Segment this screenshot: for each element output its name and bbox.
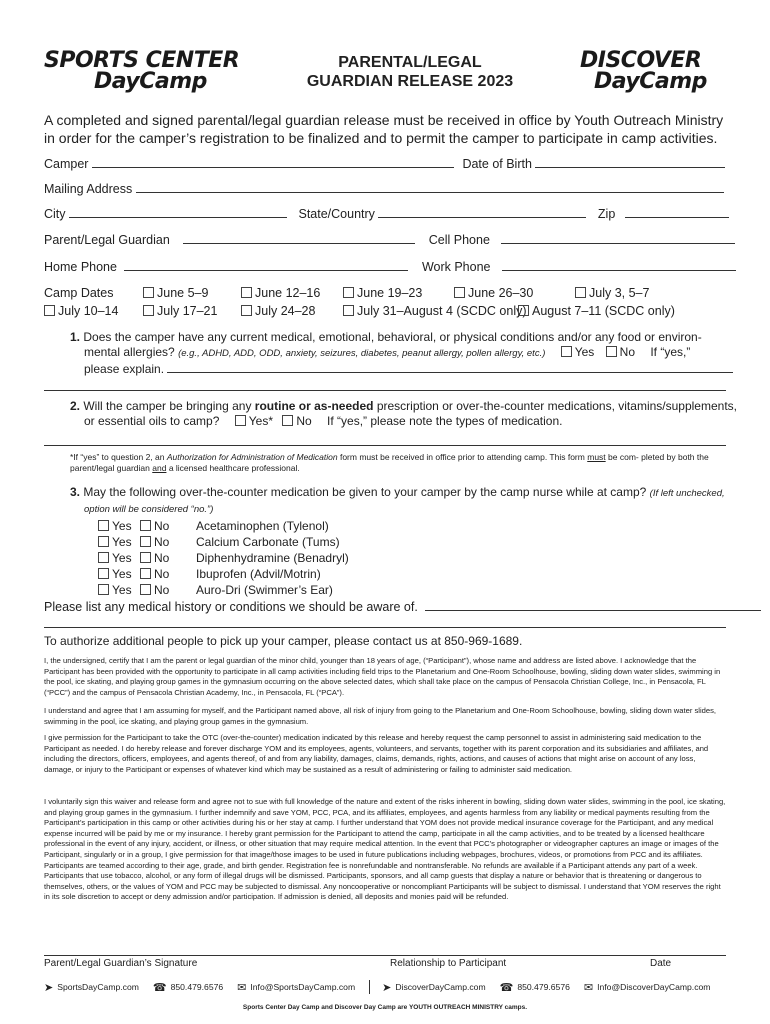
mailing-field[interactable]: [136, 181, 724, 193]
note-d: must: [587, 452, 606, 462]
checkbox[interactable]: [241, 287, 252, 298]
home-field[interactable]: [124, 259, 408, 271]
no-label: No: [154, 519, 170, 533]
yes-checkbox[interactable]: [98, 568, 109, 579]
site-link[interactable]: DiscoverDayCamp.com: [395, 982, 486, 992]
date-option[interactable]: [343, 304, 527, 319]
zip-field[interactable]: [625, 206, 729, 218]
medication-table: [98, 518, 349, 598]
date-option[interactable]: [44, 304, 118, 319]
no-label: No: [154, 583, 170, 597]
state-label: State/Country: [298, 207, 375, 221]
q2-yes-checkbox[interactable]: [235, 415, 246, 426]
date-option[interactable]: [241, 286, 320, 301]
yes-checkbox[interactable]: [98, 520, 109, 531]
phone-icon: ☎: [499, 981, 514, 994]
checkbox[interactable]: [343, 305, 354, 316]
release-paragraph: I give permission for the Participant to take the OTC (over-the-counter) medication indicated by this release and hereby request the camp personnel to assist in administering said medication to the Participant as needed. I do hereby release and forever discharge YOM and its employees, agents, volunteers, and servants, together with its parent corporation and its subsidiaries and affiliates, and including the directors, officers, employees, and agents thereof, of and from any liability, damages, claims, demands, rights, actions, and causes of actions that might arise on account of any loss, damage, or injury to the Participant or expenses of whatever kind which may be sustained as a result of administering or failing to administer said medication.: [44, 733, 709, 774]
date-label: July 3, 5–7: [589, 286, 650, 300]
question-2: [70, 399, 737, 429]
release-paragraph: I, the undersigned, certify that I am the parent or legal guardian of the minor child, younger than 18 years of age, (“Participant”), whose name and address are listed above. I acknowledge that the Participant has been provided with the opportunity to participate in all camp activities including field trips to the Planetarium and One-Room Schoolhouse, bowling, sliding down water slides, swimming in the pool, ice skating, and playing group games in the gymnasium occurring on the above selected dates, which shall take place on the campus of Pensacola Christian College, Inc., in Pensacola, FL (“PCC”) and the campus of Pensacola Christian Academy, Inc., in Pensacola, FL (“PCA”).: [44, 656, 721, 697]
medication-row: [98, 566, 349, 582]
checkbox[interactable]: [575, 287, 586, 298]
cursor-icon: ➤: [382, 981, 392, 994]
q1-if-yes: If “yes,”: [650, 345, 691, 359]
q2-medication-line[interactable]: [44, 445, 726, 446]
camp-dates-row1: [44, 286, 113, 301]
q2-no-checkbox[interactable]: [282, 415, 293, 426]
authorize-pickup: To authorize additional people to pick up your camper, please contact us at 850-969-1689.: [44, 634, 523, 648]
yes-label: Yes: [112, 551, 132, 565]
q2-yes-label: Yes*: [248, 414, 273, 428]
question-1: [70, 330, 730, 377]
checkbox[interactable]: [454, 287, 465, 298]
logo-right-line1: DISCOVER: [580, 48, 702, 73]
yes-checkbox[interactable]: [98, 552, 109, 563]
intro-text: A completed and signed parental/legal guardian release must be received in office by Youth Outreach Ministry in order for the camper’s registration to be finalized and to permit the camper to participate in camp activities.: [44, 112, 724, 146]
question-3: [70, 485, 730, 517]
q1-explain-field[interactable]: [167, 361, 733, 373]
q3-text: May the following over-the-counter medication be given to your camper by the camp nurse while at camp?: [83, 485, 647, 499]
mailing-label: Mailing Address: [44, 182, 133, 196]
yes-label: Yes: [112, 583, 132, 597]
home-label: Home Phone: [44, 260, 117, 274]
medication-note: [70, 452, 730, 474]
date-option[interactable]: [143, 286, 208, 301]
no-label: No: [154, 567, 170, 581]
date-label: July 24–28: [255, 304, 316, 318]
q1-yes-checkbox[interactable]: [561, 346, 572, 357]
city-row: [44, 206, 729, 222]
note-c: form must be received in office prior to attending camp. This form: [339, 452, 585, 462]
checkbox[interactable]: [44, 305, 55, 316]
site-link[interactable]: SportsDayCamp.com: [57, 982, 139, 992]
signature-line[interactable]: [44, 955, 726, 956]
guardian-signature-label: Parent/Legal Guardian’s Signature: [44, 958, 198, 969]
no-checkbox[interactable]: [140, 568, 151, 579]
note-a: *If “yes” to question 2, an: [70, 452, 165, 462]
q1-explain-label: please explain.: [84, 362, 165, 376]
email-link[interactable]: Info@SportsDayCamp.com: [250, 982, 356, 992]
history-row: [44, 599, 761, 615]
date-label: Date: [650, 958, 672, 969]
date-label: June 12–16: [255, 286, 321, 300]
q2-text-line2: or essential oils to camp?: [84, 414, 220, 428]
release-paragraph: I voluntarily sign this waiver and release form and agree not to sue with full knowledge of the nature and extent of the risks inherent in bowling, sliding down water slides, swimming in the pool, ice skating, and playing group games in the gymnasium. I further indemnify and save YOM, PCC, PCA, and its affiliates, employees, and agents harmless from any liability or medical payments resulting from the Participant’s participation in this camp or other activities during his or her stay at camp. I further understand that YOM does not provide medical insurance coverage for the Participant, and any medical expense incurred will be paid by me or my insurance. I hereby grant permission for the Participant to attend the camp, participate in all the camp activities, and to be treated by a licensed healthcare professional in the event of any injury, accident, or illness, or other situation that may require medical attention. In the event that PCC’s photographer or videographer captures an image or images of the Participant, singularly or in a group, I give permission for that image/those images to be used in future publications including webpages, brochures, videos, or promotions from PCC and its affiliates. Participants are teamed according to their age, grade, and birth gender. Registration fee is nonrefundable and nontransferable. No refunds are available if a Participant attends any part of a week. Participants that use tobacco, alcohol, or any form of illegal drugs will be dismissed. Participants, sponsors, and all camp guests that display a nature or behavior that is threatening or dangerous to themselves, others, or the values of YOM and PCC may be subjected to dismissal. Any noncooperative or noncompliant Participants will be subject to dismissal. I understand that YOM reserves the right in its sole discretion to accept or deny admission and/or participation. If admission is denied, all deposits and monies paid will be refunded.: [44, 797, 726, 902]
city-field[interactable]: [69, 206, 287, 218]
page-title: [290, 53, 530, 91]
q2-text-pre: Will the camper be bringing any: [83, 399, 252, 413]
q2-number: 2.: [70, 399, 81, 413]
dob-label: Date of Birth: [462, 157, 532, 171]
discover-logo: [580, 50, 720, 92]
q3-italic-b: option will be considered “no.”): [84, 504, 214, 515]
yes-checkbox[interactable]: [98, 584, 109, 595]
logo-right-line2: DayCamp: [594, 69, 707, 94]
date-option[interactable]: [343, 286, 422, 301]
medication-name: Acetaminophen (Tylenol): [196, 519, 329, 533]
note-h: a licensed healthcare professional.: [168, 463, 300, 473]
no-checkbox[interactable]: [140, 536, 151, 547]
medication-row: [98, 534, 349, 550]
camper-field[interactable]: [92, 156, 454, 168]
medication-row: [98, 518, 349, 534]
q3-italic-a: (If left unchecked,: [649, 488, 725, 499]
q1-no-checkbox[interactable]: [606, 346, 617, 357]
footer-divider: [369, 980, 370, 994]
phone-row: [44, 259, 736, 275]
title-line1: PARENTAL/LEGAL: [338, 54, 482, 71]
medication-name: Ibuprofen (Advil/Motrin): [196, 567, 321, 581]
yes-label: Yes: [112, 567, 132, 581]
no-checkbox[interactable]: [140, 520, 151, 531]
guardian-field[interactable]: [183, 232, 415, 244]
q1-yes-label: Yes: [574, 345, 595, 359]
history-label: Please list any medical history or conditions we should be aware of.: [44, 600, 418, 614]
phone-icon: ☎: [152, 981, 167, 994]
zip-label: Zip: [597, 207, 616, 221]
work-label: Work Phone: [421, 260, 491, 274]
mail-icon: ✉: [237, 981, 247, 994]
phone-number: 850.479.6576: [170, 982, 224, 992]
checkbox[interactable]: [241, 305, 252, 316]
q1-text: Does the camper have any current medical, emotional, behavioral, or physical conditions and/or any food or environ-: [83, 330, 702, 344]
sports-center-logo: [44, 50, 259, 92]
date-label: June 19–23: [357, 286, 423, 300]
checkbox[interactable]: [143, 305, 154, 316]
note-g: and: [152, 463, 167, 473]
date-label: July 17–21: [157, 304, 218, 318]
medication-name: Calcium Carbonate (Tums): [196, 535, 340, 549]
no-checkbox[interactable]: [140, 552, 151, 563]
checkbox[interactable]: [343, 287, 354, 298]
cursor-icon: ➤: [44, 981, 54, 994]
camp-dates-label: Camp Dates: [44, 286, 114, 300]
city-label: City: [44, 207, 66, 221]
note-e: be com-: [608, 452, 639, 462]
yes-label: Yes: [112, 519, 132, 533]
camper-label: Camper: [44, 157, 89, 171]
title-line2: GUARDIAN RELEASE 2023: [306, 73, 514, 90]
q1-number: 1.: [70, 330, 81, 344]
date-option[interactable]: [518, 304, 675, 319]
no-checkbox[interactable]: [140, 584, 151, 595]
history-field[interactable]: [425, 599, 761, 611]
q2-no-label: No: [296, 414, 312, 428]
q2-text-post: prescription or over-the-counter medications, vitamins/supplements,: [376, 399, 737, 413]
camper-row: [44, 156, 725, 172]
email-link[interactable]: Info@DiscoverDayCamp.com: [597, 982, 711, 992]
medication-name: Diphenhydramine (Benadryl): [196, 551, 349, 565]
q3-number: 3.: [70, 485, 81, 499]
note-f: pleted by both the parent/legal guardian: [70, 452, 709, 473]
guardian-row: [44, 232, 735, 248]
logo-left-line1: SPORTS CENTER: [44, 48, 240, 73]
date-label: June 26–30: [468, 286, 534, 300]
medication-name: Auro-Dri (Swimmer’s Ear): [196, 583, 333, 597]
no-label: No: [154, 551, 170, 565]
medication-row: [98, 550, 349, 566]
relationship-label: Relationship to Participant: [390, 958, 507, 969]
dob-field[interactable]: [535, 156, 725, 168]
date-option[interactable]: [241, 304, 315, 319]
date-label: August 7–11 (SCDC only): [532, 304, 675, 318]
history-extra-line[interactable]: [44, 627, 726, 628]
guardian-label: Parent/Legal Guardian: [44, 233, 170, 247]
work-field[interactable]: [502, 259, 736, 271]
q1-text-b: mental allergies?: [84, 345, 175, 359]
mail-icon: ✉: [583, 981, 594, 994]
cell-label: Cell Phone: [428, 233, 490, 247]
date-option[interactable]: [575, 286, 649, 301]
date-option[interactable]: [454, 286, 533, 301]
date-label: July 31–August 4 (SCDC only): [357, 304, 527, 318]
q2-text-bold: routine or as-needed: [254, 399, 374, 413]
mailing-row: [44, 181, 724, 197]
q1-no-label: No: [619, 345, 635, 359]
footer-contacts: [44, 980, 734, 994]
q2-if-yes: If “yes,” please note the types of medication.: [327, 414, 563, 428]
checkbox[interactable]: [143, 287, 154, 298]
medication-row: [98, 582, 349, 598]
footer-tagline: Sports Center Day Camp and Discover Day Camp are YOUTH OUTREACH MINISTRY camps.: [242, 1004, 528, 1011]
yes-checkbox[interactable]: [98, 536, 109, 547]
q1-extra-line[interactable]: [44, 390, 726, 391]
date-option[interactable]: [143, 304, 217, 319]
q1-examples: (e.g., ADHD, ADD, ODD, anxiety, seizures, diabetes, peanut allergy, pollen allergy, etc.): [178, 348, 546, 359]
state-field[interactable]: [378, 206, 586, 218]
note-b: Authorization for Administration of Medication: [166, 452, 338, 462]
checkbox[interactable]: [518, 305, 529, 316]
cell-field[interactable]: [501, 232, 735, 244]
phone-number: 850.479.6576: [517, 982, 570, 992]
date-label: June 5–9: [157, 286, 209, 300]
date-label: July 10–14: [58, 304, 119, 318]
no-label: No: [154, 535, 170, 549]
logo-left-line2: DayCamp: [94, 69, 207, 94]
yes-label: Yes: [112, 535, 132, 549]
release-paragraph: I understand and agree that I am assuming for myself, and the Participant named above, all risk of injury from going to the Planetarium and One-Room Schoolhouse, bowling, sliding down water slides, swimming in the pool, ice skating, and playing group games in the gymnasium.: [44, 706, 716, 726]
